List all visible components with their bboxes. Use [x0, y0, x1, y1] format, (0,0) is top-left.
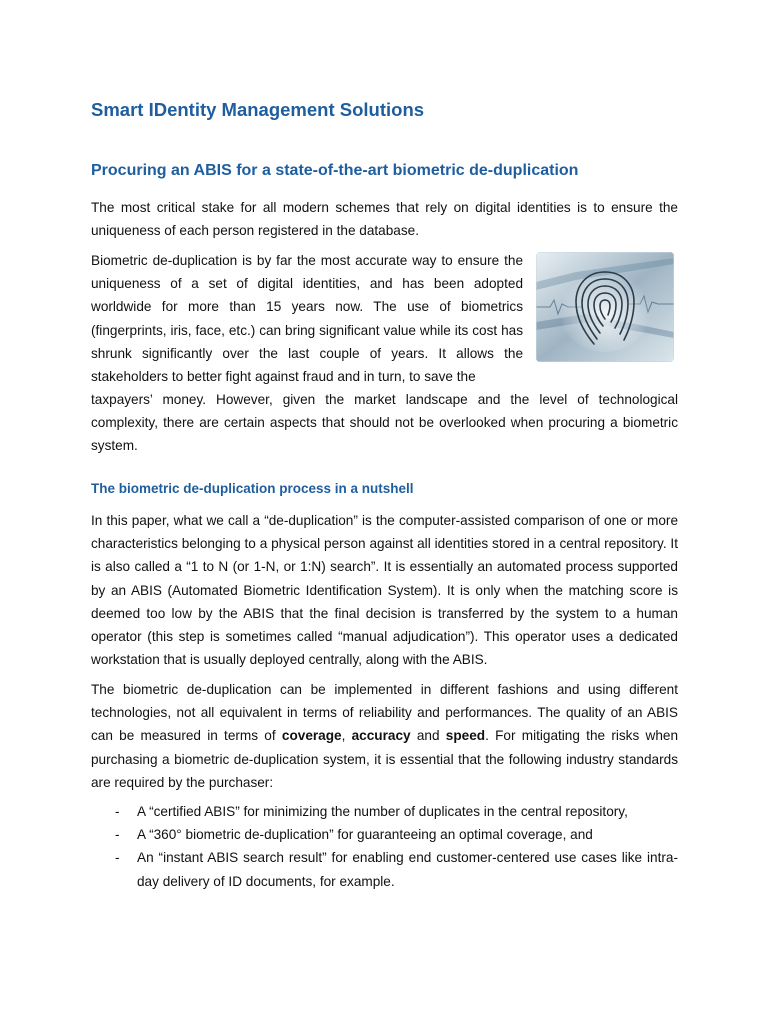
- emphasis-coverage: coverage: [281, 728, 342, 744]
- bullet-dash: -: [115, 804, 120, 819]
- fingerprint-icon: [536, 252, 674, 362]
- paragraph-quality-measures: [91, 678, 678, 794]
- list-item-text: An “instant ABIS search result” for enabling end customer-centered use cases like intra-day delivery of ID documents, for example.: [137, 850, 678, 889]
- list-item-text: A “360° biometric de-duplication” for guaranteeing an optimal coverage, and: [137, 827, 593, 843]
- document-subtitle: Procuring an ABIS for a state-of-the-art biometric de-duplication: [91, 162, 579, 179]
- section-heading: The biometric de-duplication process in a nutshell: [91, 481, 414, 496]
- paragraph-biometric-part2: taxpayers’ money. However, given the market landscape and the level of technological complexity, there are certain aspects that should not be overlooked when procuring a biometric system.: [91, 392, 678, 454]
- paragraph-text: and: [410, 728, 446, 744]
- bullet-dash: -: [115, 827, 120, 843]
- paragraph-biometric-part1: Biometric de-duplication is by far the most accurate way to ensure the uniqueness of a set of digital identities, and has been adopted worldwide for more than 15 years now. The use of biometrics (fingerprints, iris, face, etc.) can bring significant value while its cost has shrunk significantly over the last couple of years. It allows the stakeholders to better fight against fraud and in turn, to save the: [91, 253, 523, 385]
- paragraph-deduplication-process: In this paper, what we call a “de-duplication” is the computer-assisted comparison of one or more characteristics belonging to a physical person against all identities stored in a central repository. It is also called a “1 to N (or 1-N, or 1:N) search”. It is essentially an automated process supported by an ABIS (Automated Biometric Identification System). It is only when the matching score is deemed too low by the ABIS that the final decision is transferred by the system to a human operator (this step is sometimes called “manual adjudication”). This operator uses a dedicated workstation that is usually deployed centrally, along with the ABIS.: [91, 513, 678, 668]
- bullet-dash: -: [115, 850, 120, 866]
- document-title: Smart IDentity Management Solutions: [91, 99, 425, 120]
- list-item-text: A “certified ABIS” for minimizing the number of duplicates in the central repository,: [137, 804, 628, 819]
- emphasis-accuracy: accuracy: [351, 728, 411, 744]
- intro-paragraph: The most critical stake for all modern schemes that rely on digital identities is to ensure the uniqueness of each person registered in the database.: [91, 200, 678, 239]
- standards-list: [91, 800, 678, 893]
- emphasis-speed: speed: [445, 728, 486, 744]
- list-item: [91, 800, 678, 823]
- paragraph-text: ,: [341, 728, 352, 744]
- list-item: [91, 823, 678, 846]
- paragraph-text: The biometric de-duplication can be implemented in different fashions and using different technologies, not all equivalent in terms of reliability and performances. The quality of an ABIS can be measured in terms of: [91, 682, 678, 744]
- list-item: [91, 846, 678, 892]
- paragraph-text: . For mitigating the risks when purchasing a biometric de-duplication system, it is essential that the following industry standards are required by the purchaser:: [91, 728, 679, 790]
- fingerprint-image: [536, 252, 674, 362]
